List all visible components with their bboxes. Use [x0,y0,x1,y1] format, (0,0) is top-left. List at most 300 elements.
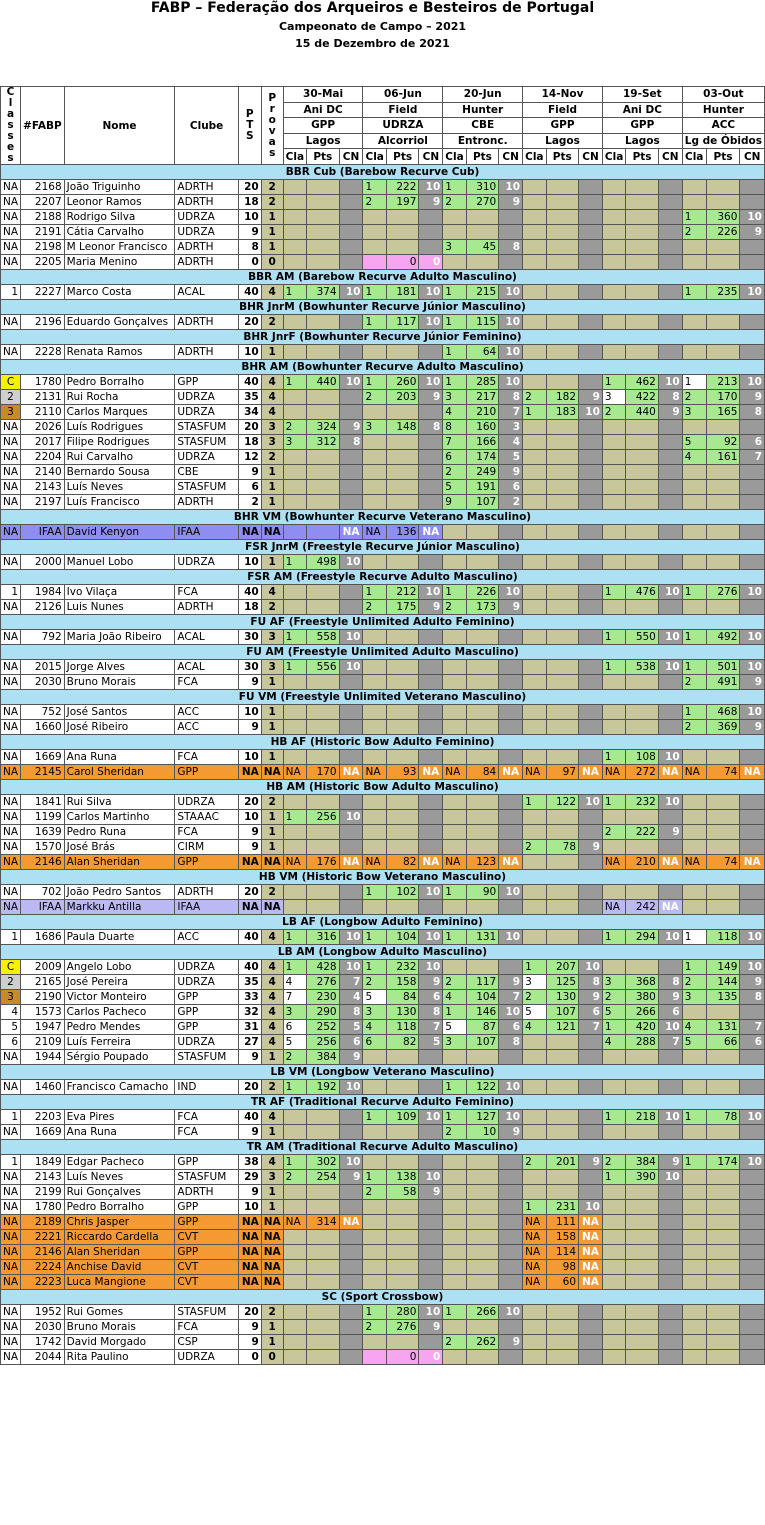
cn-cell: 7 [579,1020,603,1035]
club-cell: ADRTH [175,345,238,360]
cla-cell: 1 [283,1080,306,1095]
cla-cell: 1 [682,930,706,945]
pts-cell: 232 [386,960,419,975]
section-title: LB AM (Longbow Adulto Masculino) [1,945,765,960]
cla-cell [682,195,706,210]
events-count-cell: 3 [261,660,283,675]
events-count-cell: 4 [261,1005,283,1020]
cn-cell [419,660,443,675]
cla-cell: NA [523,1245,546,1260]
cla-cell [682,900,706,915]
club-cell: STASFUM [175,1170,238,1185]
cn-cell [579,1125,603,1140]
cla-cell [363,405,386,420]
event-place-2: Entronc. [443,133,523,149]
section-title: SC (Sport Crossbow) [1,1290,765,1305]
cn-cell: NA [579,1260,603,1275]
name-header: Nome [64,87,175,165]
cla-cell: 1 [363,585,386,600]
events-count-cell: 1 [261,480,283,495]
pts-cell [546,495,579,510]
pts-cell: 380 [626,990,659,1005]
cn-cell [499,825,523,840]
table-row [1,1320,765,1335]
cla-cell: 2 [443,1335,466,1350]
name-cell: Rui Gonçalves [64,1185,175,1200]
cla-cell: 5 [363,990,386,1005]
fabp-cell: 1742 [21,1335,65,1350]
pts-cell: 182 [546,390,579,405]
points-cell: NA [238,525,261,540]
name-cell: David Morgado [64,1335,175,1350]
cn-cell: 10 [419,585,443,600]
fabp-cell: 2143 [21,480,65,495]
cn-cell [740,1215,765,1230]
points-cell: 18 [238,195,261,210]
points-cell: NA [238,1245,261,1260]
pts-cell [626,465,659,480]
cla-cell [443,840,466,855]
event-organizer-4: GPP [602,118,682,134]
cla-cell: 1 [283,1155,306,1170]
club-cell: GPP [175,855,238,870]
pts-cell [546,1305,579,1320]
class-cell: NA [1,465,21,480]
events-count-cell: 3 [261,420,283,435]
club-cell: FCA [175,1125,238,1140]
pts-cell: 125 [546,975,579,990]
pts-cell [626,555,659,570]
cn-cell [740,1320,765,1335]
events-count-cell: 1 [261,1335,283,1350]
table-row [1,180,765,195]
cla-cell: 5 [443,1020,466,1035]
section-title: BHR JnrM (Bowhunter Recurve Júnior Masculino) [1,300,765,315]
cn-cell [740,795,765,810]
cn-cell: 10 [339,810,363,825]
events-count-cell: NA [261,1260,283,1275]
pts-cell [307,1275,340,1290]
pts-cell [386,225,419,240]
event-organizer-1: UDRZA [363,118,443,134]
class-cell: 3 [1,990,21,1005]
pts-cell [546,240,579,255]
cn-cell [579,630,603,645]
pts-cell [466,1200,499,1215]
cla-cell: NA [523,1215,546,1230]
class-cell: NA [1,1305,21,1320]
class-cell: NA [1,195,21,210]
cn-cell: 10 [740,285,765,300]
pts-cell [706,1080,740,1095]
cla-cell [602,435,625,450]
cn-cell: 10 [339,1080,363,1095]
pts-cell [386,900,419,915]
cla-cell: 5 [523,1005,546,1020]
points-cell: 10 [238,555,261,570]
cla-cell [602,1125,625,1140]
name-cell: Luís Neves [64,1170,175,1185]
table-row [1,720,765,735]
section-header [1,510,765,525]
class-cell: 3 [1,405,21,420]
cn-cell [579,600,603,615]
cn-cell: 8 [499,390,523,405]
table-row [1,990,765,1005]
pts-cell [706,1260,740,1275]
class-cell: NA [1,345,21,360]
class-cell: NA [1,1125,21,1140]
cn-cell: NA [579,1230,603,1245]
cla-cell [283,600,306,615]
cn-cell: 8 [499,1035,523,1050]
pts-cell [546,435,579,450]
cla-cell: 2 [602,1155,625,1170]
points-cell: 9 [238,1335,261,1350]
cla-cell [443,525,466,540]
cn-cell [658,255,682,270]
events-count-cell: NA [261,1230,283,1245]
cn-header: CN [419,149,443,165]
cn-cell [499,1155,523,1170]
cla-cell: 1 [443,930,466,945]
events-count-cell: 2 [261,315,283,330]
pts-cell: 104 [386,930,419,945]
table-row [1,555,765,570]
name-cell: Markku Antilla [64,900,175,915]
name-cell: Pedro Runa [64,825,175,840]
pts-cell [706,480,740,495]
cla-cell: 2 [443,975,466,990]
section-title: HB AM (Historic Bow Adulto Masculino) [1,780,765,795]
cn-header: CN [740,149,765,165]
cla-cell: 3 [443,1035,466,1050]
name-cell: Carlos Marques [64,405,175,420]
cla-cell: 2 [602,405,625,420]
name-cell: Alan Sheridan [64,1245,175,1260]
pts-cell: 0 [386,255,419,270]
pts-cell: 324 [307,420,340,435]
cla-cell [283,1275,306,1290]
cn-cell [499,1230,523,1245]
fabp-cell: 2203 [21,1110,65,1125]
pts-cell: 556 [307,660,340,675]
cla-cell [602,885,625,900]
pts-cell [386,660,419,675]
cla-cell [682,345,706,360]
section-header [1,570,765,585]
cn-cell [339,1335,363,1350]
pts-cell: 374 [307,285,340,300]
pts-cell [546,630,579,645]
cn-cell [740,1125,765,1140]
pts-cell: 107 [466,495,499,510]
cla-header: Cla [443,149,466,165]
cla-cell [523,525,546,540]
cla-cell [523,465,546,480]
name-cell: Riccardo Cardella [64,1230,175,1245]
pts-cell [706,750,740,765]
cla-cell [602,480,625,495]
cn-header: CN [339,149,363,165]
cla-cell [283,750,306,765]
cla-cell: 1 [523,405,546,420]
fabp-cell: 2009 [21,960,65,975]
cn-header: CN [499,149,523,165]
cn-cell: 6 [499,1020,523,1035]
fabp-cell: 1199 [21,810,65,825]
events-count-cell: 1 [261,345,283,360]
pts-cell [386,750,419,765]
cla-cell: 3 [602,390,625,405]
pts-cell [626,1275,659,1290]
cla-cell [363,630,386,645]
table-row [1,975,765,990]
club-cell: GPP [175,1020,238,1035]
cla-cell: 4 [682,450,706,465]
table-row [1,285,765,300]
pts-cell [307,225,340,240]
pts-cell [546,225,579,240]
points-cell: 40 [238,930,261,945]
cn-cell [740,465,765,480]
pts-cell [626,1215,659,1230]
name-cell: Sérgio Poupado [64,1050,175,1065]
cn-cell [419,825,443,840]
points-cell: 9 [238,675,261,690]
cla-cell [523,1170,546,1185]
events-count-cell: 1 [261,720,283,735]
fabp-cell: 2221 [21,1230,65,1245]
section-header [1,645,765,660]
cla-cell [283,1110,306,1125]
pts-cell [546,885,579,900]
pts-cell: 160 [466,420,499,435]
cla-cell: 2 [523,390,546,405]
pts-cell: 123 [466,855,499,870]
cn-cell [339,390,363,405]
pts-cell [626,1125,659,1140]
cla-cell [443,1200,466,1215]
cn-cell [658,1185,682,1200]
cla-cell [602,420,625,435]
cla-header: Cla [363,149,386,165]
points-cell: 9 [238,840,261,855]
cn-cell: 10 [740,960,765,975]
cla-cell [602,1080,625,1095]
pts-cell [307,405,340,420]
cla-cell [523,315,546,330]
pts-cell [307,1350,340,1365]
points-cell: 20 [238,795,261,810]
pts-cell [626,1350,659,1365]
pts-cell: 136 [386,525,419,540]
cn-cell: NA [658,765,682,780]
event-type-5: Hunter [682,102,764,118]
cn-cell: 10 [419,885,443,900]
cn-cell [579,900,603,915]
name-cell: Luís Ferreira [64,1035,175,1050]
cn-cell [740,240,765,255]
pts-cell [626,675,659,690]
events-count-cell: 1 [261,1125,283,1140]
fabp-cell: 2044 [21,1350,65,1365]
cla-cell: 1 [283,960,306,975]
cn-cell [740,525,765,540]
section-header [1,870,765,885]
cla-cell [523,1110,546,1125]
pts-cell: 558 [307,630,340,645]
pts-cell [626,180,659,195]
points-cell: 0 [238,1350,261,1365]
cla-cell [602,960,625,975]
pts-cell [307,705,340,720]
cn-cell [579,810,603,825]
fabp-cell: 2143 [21,1170,65,1185]
cla-cell: 1 [443,345,466,360]
fabp-cell: 2188 [21,210,65,225]
club-cell: STASFUM [175,480,238,495]
class-cell: NA [1,1275,21,1290]
cla-cell: 2 [602,825,625,840]
pts-cell [386,675,419,690]
pts-cell [466,900,499,915]
pts-cell: 266 [626,1005,659,1020]
club-cell: ACAL [175,630,238,645]
pts-cell [466,1245,499,1260]
class-cell: NA [1,315,21,330]
pts-cell: 276 [386,1320,419,1335]
cn-cell [740,750,765,765]
name-cell: Cátia Carvalho [64,225,175,240]
pts-cell: 66 [706,1035,740,1050]
cla-cell: 1 [443,885,466,900]
cla-cell [523,450,546,465]
name-cell: Eduardo Gonçalves [64,315,175,330]
club-cell: ACC [175,705,238,720]
cn-cell [499,840,523,855]
class-cell: NA [1,480,21,495]
cn-cell [658,1305,682,1320]
cla-cell [602,240,625,255]
club-cell: ADRTH [175,180,238,195]
club-cell: ADRTH [175,495,238,510]
pts-cell: 476 [626,585,659,600]
fabp-cell: 2110 [21,405,65,420]
pts-header: Pts [706,149,740,165]
class-cell: NA [1,810,21,825]
pts-cell [706,1185,740,1200]
fabp-cell: 2140 [21,465,65,480]
cla-cell: 1 [602,585,625,600]
cla-cell: 2 [682,675,706,690]
cla-cell: NA [283,1215,306,1230]
cla-cell: 1 [283,555,306,570]
table-row [1,1050,765,1065]
cla-cell [602,1200,625,1215]
cla-cell [602,555,625,570]
pts-cell [706,840,740,855]
cn-cell [740,420,765,435]
cla-cell [602,705,625,720]
cn-cell [740,1335,765,1350]
cn-cell [740,315,765,330]
fabp-cell: 2204 [21,450,65,465]
pts-cell: 260 [386,375,419,390]
pts-cell: 166 [466,435,499,450]
pts-cell: 210 [466,405,499,420]
points-cell: NA [238,1260,261,1275]
cla-cell [602,1275,625,1290]
pts-cell: 440 [307,375,340,390]
cla-cell: 1 [682,660,706,675]
fabp-cell: 2199 [21,1185,65,1200]
pts-cell: 226 [706,225,740,240]
cla-cell [363,555,386,570]
points-cell: 10 [238,345,261,360]
cla-cell: 2 [363,600,386,615]
cn-cell [740,1185,765,1200]
events-count-cell: 4 [261,375,283,390]
cla-cell: 3 [443,390,466,405]
cla-cell [523,885,546,900]
cla-cell [682,1320,706,1335]
table-row [1,1155,765,1170]
cn-cell: NA [499,765,523,780]
cla-cell [283,480,306,495]
pts-cell [307,315,340,330]
fabp-cell: 1780 [21,375,65,390]
class-cell: C [1,960,21,975]
pts-cell: 203 [386,390,419,405]
name-cell: Victor Monteiro [64,990,175,1005]
cn-cell: 10 [740,375,765,390]
pts-cell: 252 [307,1020,340,1035]
table-row [1,390,765,405]
club-cell: UDRZA [175,390,238,405]
class-cell: 5 [1,1020,21,1035]
name-cell: Carol Sheridan [64,765,175,780]
cn-cell [579,825,603,840]
pts-cell [307,1110,340,1125]
cla-cell: 1 [443,180,466,195]
cla-cell [602,345,625,360]
pts-cell [466,720,499,735]
pts-cell: 420 [626,1020,659,1035]
cn-cell [740,900,765,915]
cla-cell: 3 [602,975,625,990]
cn-cell: 10 [499,1110,523,1125]
cn-cell [419,1245,443,1260]
cn-cell [499,1260,523,1275]
table-row [1,195,765,210]
pts-cell: 242 [626,900,659,915]
section-title: FU VM (Freestyle Unlimited Veterano Masculino) [1,690,765,705]
cla-cell: 1 [523,1200,546,1215]
pts-cell [307,345,340,360]
class-cell: NA [1,840,21,855]
cn-cell: 9 [579,990,603,1005]
section-title: FSR JnrM (Freestyle Recurve Júnior Masculino) [1,540,765,555]
cn-cell [419,1050,443,1065]
cn-cell: 9 [579,840,603,855]
table-row [1,1125,765,1140]
pts-cell [466,660,499,675]
fabp-cell: IFAA [21,900,65,915]
pts-cell [706,900,740,915]
pts-cell: 82 [386,1035,419,1050]
pts-cell: 312 [307,435,340,450]
